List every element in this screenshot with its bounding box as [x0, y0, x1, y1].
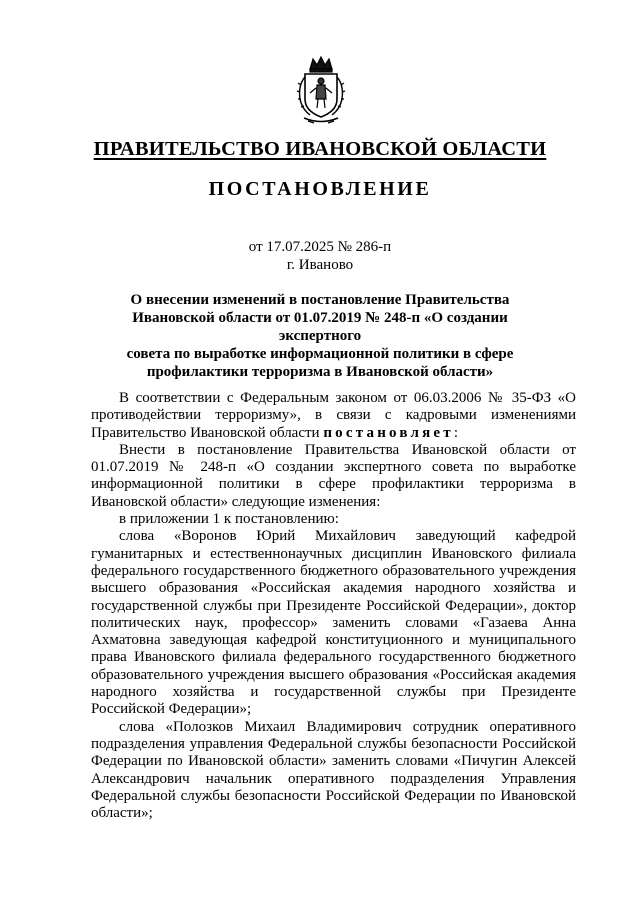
document-type: ПОСТАНОВЛЕНИЕ	[208, 178, 432, 200]
paragraph-replace-2: слова «Полозков Михаил Владимирович сотрудник оперативного подразделения управления Федеральной службы безопасности Российской Федерации по Ивановской области» заменить словами «Пичугин Алексей Александрович начальник оперативного подразделения Управления Федеральной службы безопасности Российской Федерации по Ивановской области»;	[91, 718, 576, 822]
paragraph-replace-1: слова «Воронов Юрий Михайлович заведующий кафедрой гуманитарных и естественнонаучных дисциплин Ивановского филиала федерального государственного бюджетного образовательного учреждения высшего образования «Российская академия народного хозяйства и государственной службы при Президенте Российской Федерации», доктор политических наук, профессор» заменить словами «Газаева Анна Ахматовна заведующая кафедрой конституционного и муниципального права Ивановского филиала федерального государственного бюджетного образовательного учреждения высшего образования «Российская академия народного хозяйства и государственной службы при Президенте Российской Федерации»;	[91, 528, 576, 718]
subject-line: Ивановской области от 01.07.2019 № 248-п «О создании экспертного	[132, 310, 508, 344]
coat-of-arms-icon	[296, 55, 346, 127]
preamble-end: :	[453, 424, 458, 441]
government-title: ПРАВИТЕЛЬСТВО ИВАНОВСКОЙ ОБЛАСТИ	[93, 138, 547, 160]
decree-word: постановляет	[323, 424, 454, 441]
subject-line: совета по выработке информационной политики в сфере	[126, 346, 514, 362]
paragraph-preamble	[91, 390, 576, 442]
paragraph-appendix: в приложении 1 к постановлению:	[119, 511, 339, 528]
preamble-text: В соответствии с Федеральным законом от 06.03.2006 № 35-ФЗ «О противодействии терроризму», в связи с кадровыми изменениями Правительство Ивановской области	[91, 390, 576, 441]
paragraph-amendment: Внести в постановление Правительства Ивановской области от 01.07.2019 № 248-п «О создании экспертного совета по выработке информационной политики в сфере профилактики терроризма в Ивановской области» следующие изменения:	[91, 441, 576, 510]
subject-line: профилактики терроризма в Ивановской области»	[146, 364, 494, 380]
subject-line: О внесении изменений в постановление Правительства	[130, 292, 510, 308]
document-subject	[92, 291, 548, 381]
document-date-number: от 17.07.2025 № 286-п	[248, 239, 392, 255]
document-city: г. Иваново	[286, 257, 354, 273]
document-body	[91, 390, 576, 822]
